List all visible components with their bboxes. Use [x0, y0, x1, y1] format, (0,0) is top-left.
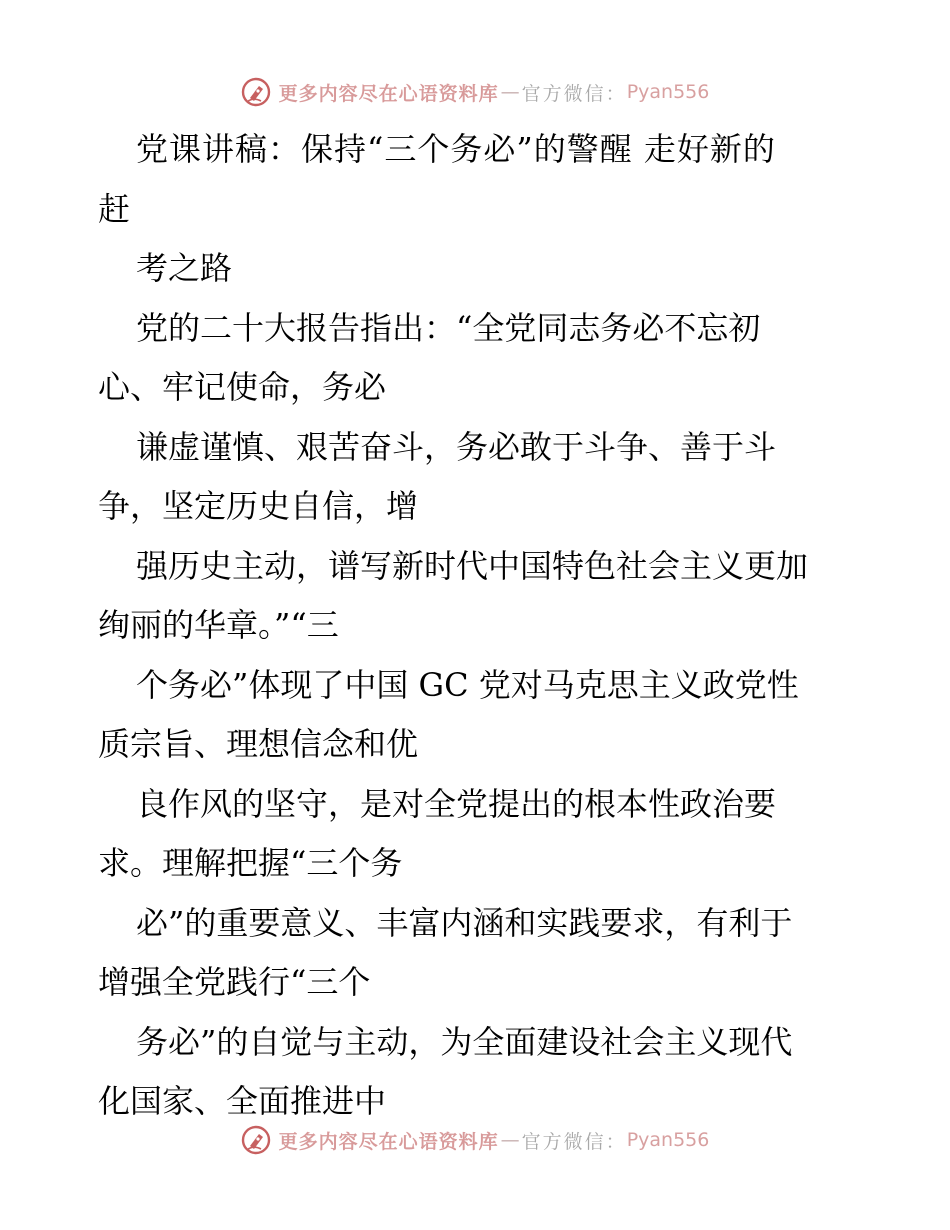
watermark-wechat-id: Pyan556: [626, 1129, 710, 1151]
watermark-brand: 更多内容尽在心语资料库: [278, 82, 499, 105]
paragraph-line: 良作风的坚守，是对全党提出的根本性政治要: [136, 784, 777, 823]
footer-watermark: [0, 1120, 950, 1160]
watermark-wechat-id: Pyan556: [626, 81, 710, 103]
paragraph-line: 质宗旨、理想信念和优: [98, 725, 419, 763]
watermark-brand: 更多内容尽在心语资料库: [278, 1130, 499, 1153]
paragraph-line: 心、牢记使命，务必: [98, 368, 387, 406]
paragraph-line: 个务必”体现了中国 GC 党对马克思主义政党性: [136, 665, 799, 704]
paragraph-line: 化国家、全面推进中: [98, 1082, 387, 1120]
document-body: [98, 120, 868, 1132]
paragraph-line: 争，坚定历史自信，增: [98, 487, 419, 525]
pen-nib-circle-icon: [241, 77, 271, 107]
paragraph-line: 强历史主动，谱写新时代中国特色社会主义更加: [136, 546, 809, 585]
document-title-line-1: 党课讲稿：保持“三个务必”的警醒 走好新的: [136, 130, 776, 168]
paragraph-line: 求。理解把握“三个务: [98, 844, 403, 882]
watermark-official-label: 官方微信：: [521, 82, 627, 105]
watermark-dash: —: [500, 81, 520, 103]
paragraph-line: 必”的重要意义、丰富内涵和实践要求，有利于: [136, 903, 793, 942]
watermark-official-label: 官方微信：: [521, 1130, 627, 1153]
paragraph-line: 党的二十大报告指出：“全党同志务必不忘初: [136, 308, 761, 347]
document-title-line-3: 考之路: [136, 249, 233, 287]
watermark-dash: —: [500, 1129, 520, 1151]
pen-nib-circle-icon: [241, 1125, 271, 1155]
paragraph-line: 绚丽的华章。”“三: [98, 606, 339, 644]
document-title-line-2: 赶: [98, 189, 131, 228]
paragraph-line: 谦虚谨慎、艰苦奋斗，务必敢于斗争、善于斗: [136, 427, 777, 466]
paragraph-line: 务必”的自觉与主动，为全面建设社会主义现代: [136, 1022, 793, 1061]
header-watermark: [0, 72, 950, 112]
paragraph-line: 增强全党践行“三个: [98, 963, 371, 1001]
